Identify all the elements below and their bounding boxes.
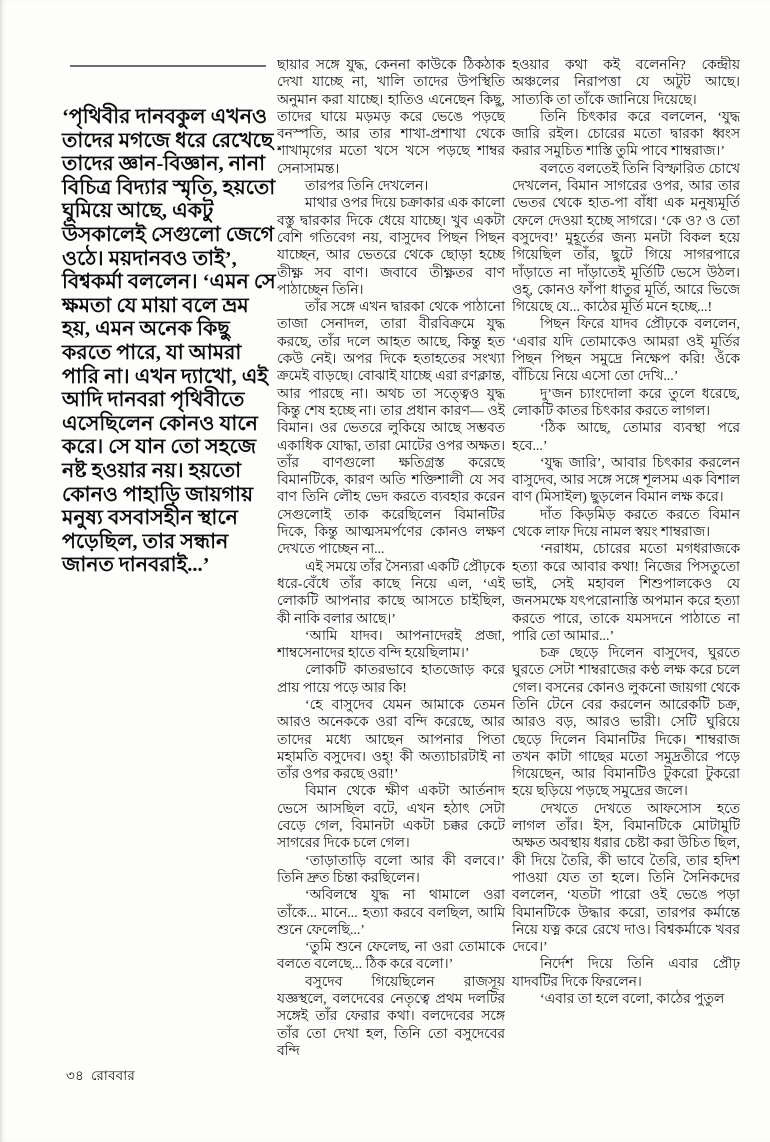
body-paragraph: দু’জন চ্যাংদোলা করে তুলে ধরেছে, লোকটি কাতর চিৎকার করতে লাগল। xyxy=(512,385,740,418)
body-paragraph: ‘আমি যাদব। আপনাদেরই প্রজা, শাম্বসেনাদের হাতে বন্দি হয়েছিলাম।’ xyxy=(277,627,505,661)
body-paragraph: ‘নরাধম, চোরের মতো মগধরাজকে হত্যা করে আবার কথা! নিজের পিসতুতো ভাই, সেই মহাবল শিশুপালকেও যে জনসমক্ষে যৎপরোনাস্তি অপমান করে হত্যা করতে পারে, তাকে যমসদনে পাঠাতে না পারি তো আমার...’ xyxy=(512,541,740,643)
body-paragraph: বলতে বলতেই তিনি বিস্ফারিত চোখে দেখলেন, বিমান সাগরের ওপর, আর তার ভেতর থেকে হাত-পা বাঁধা এক মনুষ্যমূর্তি ফেলে দেওয়া হচ্ছে সাগরে। ‘কে ও? ও তো বসুদেব!’ মুহূর্তের জন্য মনটা বিকল হয়ে গিয়েছিল তাঁর, ছুটে গিয়ে সাগরপারে দাঁড়াতে না দাঁড়াতেই মূর্তিটি ভেসে উঠল। ওহ্‌, কোনও ফাঁপা ধাতুর মূর্তি, আরে ভিজে গিয়েছে যে... কাঠের মূর্তি মনে হচ্ছে...! xyxy=(512,160,740,315)
body-paragraph: ‘এবার তা হলে বলো, কাঠের পুতুল xyxy=(540,991,725,1007)
body-paragraph: বিমান থেকে ক্ষীণ একটা আর্তনাদ ভেসে আসছিল বটে, এখন হঠাৎ সেটা বেড়ে গেল, বিমানটা একটা চক্কর কেটে সাগরের দিকে চলে গেল। xyxy=(277,783,505,851)
body-paragraph: দাঁত কিড়মিড় করতে করতে বিমান থেকে লাফ দিয়ে নামল স্বয়ং শাম্বরাজ। xyxy=(512,506,740,540)
page-number: ৩৪ xyxy=(66,1068,84,1083)
body-paragraph: তিনি চিৎকার করে বললেন, ‘যুদ্ধ জারি রইল। চোরের মতো দ্বারকা ধ্বংস করার সমুচিত শাস্তি তুমি পাবে শাম্বরাজ।’ xyxy=(512,108,740,159)
body-paragraph: পিছন ফিরে যাদব প্রৌঢ়কে বললেন, ‘এবার যদি তোমাকেও আমরা ওই মূর্তির পিছন পিছন সমুদ্রে নিক্ষেপ করি! ওঁকে বাঁচিয়ে নিয়ে এসো তো দেখি...’ xyxy=(512,316,740,384)
body-paragraph: তারপর তিনি দেখলেন। xyxy=(305,178,429,194)
body-paragraph: ছায়ার সঙ্গে যুদ্ধ, কেননা কাউকে ঠিকঠাক দেখা যাচ্ছে না, খালি তাদের উপস্থিতি অনুমান করা যাচ্ছে। হাতিও এনেছেন কিছু, তাদের ঘায়ে মড়মড় করে ভেঙে পড়ছে বনস্পতি, আর তার শাখা-প্রশাখা থেকে শাখামৃগের মতো খসে খসে পড়ছে শাম্বর সেনাসামন্ত। xyxy=(277,57,505,176)
body-paragraph: নির্দেশ দিয়ে তিনি এবার প্রৌঢ় যাদবটির দিকে ফিরলেন। xyxy=(512,956,740,989)
pull-quote-rule xyxy=(70,65,266,67)
body-paragraph: ‘হে বাসুদেব যেমন আমাকে তেমন আরও অনেককে ওরা বন্দি করেছে, আর তাদের মধ্যে আছেন আপনার পিতা মহামতি বসুদেব। ওহ্‌! কী অত্যাচারটাই না তাঁর ওপর করছে ওরা!’ xyxy=(277,696,505,782)
body-paragraph: ‘অবিলম্বে যুদ্ধ না থামালে ওরা তাঁকে... মানে... হত্যা করবে বলছিল, আমি শুনে ফেলেছি...’ xyxy=(277,887,505,937)
body-paragraph: ‘ঠিক আছে, তোমার ব্যবস্থা পরে হবে...’ xyxy=(512,420,740,453)
magazine-name: রোববার xyxy=(90,1068,135,1083)
pull-quote: ‘পৃথিবীর দানবকুল এখনও তাদের মগজে ধরে রেখেছে তাদের জ্ঞান-বিজ্ঞান, নানা বিচিত্র বিদ্যার স্মৃতি, হয়তো ঘুমিয়ে আছে, একটু উসকালেই সেগুলো জেগে ওঠে। ময়দানবও তাই’, বিশ্বকর্মা বললেন। ‘এমন সে ক্ষমতা যে মায়া বলে ভ্রম হয়, এমন অনেক কিছু করতে পারে, যা আমরা পারি না। এখন দ্যাখো, এই আদি দানবরা পৃথিবীতে এসেছিলেন কোনও যানে করে। সে যান তো সহজে নষ্ট হওয়ার নয়। হয়তো কোনও পাহাড়ি জায়গায় মনুষ্য বসবাসহীন স্থানে পড়েছিল, তার সন্ধান জানত দানবরাই...’ xyxy=(62,106,276,577)
body-paragraph: এই সময়ে তাঁর সৈন্যরা একটি প্রৌঢ়কে ধরে-বেঁধে তাঁর কাছে নিয়ে এল, ‘এই লোকটি আপনার কাছে আসতে চাইছিল, কী নাকি বলার আছে।’ xyxy=(277,558,505,626)
body-paragraph: লোকটি কাতরভাবে হাতজোড় করে প্রায় পায়ে পড়ে আর কি! xyxy=(277,662,505,695)
body-paragraph: ‘যুদ্ধ জারি’, আবার চিৎকার করলেন বাসুদেব, আর সঙ্গে সঙ্গে শূলসম এক বিশাল বাণ (মিসাইল) ছুড়লেন বিমান লক্ষ করে। xyxy=(512,454,740,505)
page-footer xyxy=(66,1065,135,1088)
body-paragraph: হওয়ার কথা কই বলেননি? কেন্দ্রীয় অঞ্চলের নিরাপত্তা যে অটুট আছে। সাত্যকি তা তাঁকে জানিয়ে দিয়েছে। xyxy=(512,57,740,107)
body-paragraph: দেখতে দেখতে আফসোস হতে লাগল তাঁর। ইস, বিমানটিকে মোটামুটি অক্ষত অবস্থায় ধরার চেষ্টা করা উচিত ছিল, কী দিয়ে তৈরি, কী ভাবে তৈরি, তার হদিশ পাওয়া যেত তা হলে। তিনি সৈনিকদের বললেন, ‘যতটা পারো ওই ভেঙে পড়া বিমানটিকে উদ্ধার করো, তারপর কর্মান্তে নিয়ে যত্ন করে রেখে দাও। বিশ্বকর্মাকে খবর দেবে।’ xyxy=(512,800,740,955)
body-paragraph: ‘তুমি শুনে ফেলেছ, না ওরা তোমাকে বলতে বলেছে... ঠিক করে বলো।’ xyxy=(277,939,505,972)
body-paragraph: মাথার ওপর দিয়ে চক্রাকার এক কালো বস্তু দ্বারকার দিকে ধেয়ে যাচ্ছে। খুব একটা বেশি গতিবেগ নয়, বাসুদেব পিছন পিছন যাচ্ছেন, আর ভেতরে থেকে ছোড়া হচ্ছে তীক্ষ্ণ সব বাণ। জবাবে তীক্ষ্ণতর বাণ পাঠাচ্ছেন তিনি। xyxy=(277,195,505,297)
body-paragraph: তাঁর সঙ্গে এখন দ্বারকা থেকে পাঠানো তাজা সেনাদল, তারা বীরবিক্রমে যুদ্ধ করছে, তাঁর দলে আহত আছে, কিন্তু হত কেউ নেই। অপর দিকে হতাহতের সংখ্যা ক্রমেই বাড়ছে। বোঝাই যাচ্ছে এরা রণক্লান্ত, আর পারছে না। অথচ তা সত্ত্বেও যুদ্ধ কিন্তু শেষ হচ্ছে না। তার প্রধান কারণ— ওই বিমান। ওর ভেতরে লুকিয়ে আছে সম্ভবত একাধিক যোদ্ধা, তারা মোটের ওপর অক্ষত। তাঁর বাণগুলো ক্ষতিগ্রস্ত করেছে বিমানটিকে, কারণ অতি শক্তিশালী যে সব বাণ তিনি লৌহ ভেদ করতে ব্যবহার করেন সেগুলোই তাক করেছিলেন বিমানটির দিকে, কিন্তু আত্মসমর্পণের কোনও লক্ষণ দেখতে পাচ্ছেন না... xyxy=(277,299,505,557)
body-paragraph: ‘তাড়াতাড়ি বলো আর কী বলবে।’ তিনি দ্রুত চিন্তা করছিলেন। xyxy=(277,852,505,885)
body-column-middle xyxy=(277,56,505,1068)
body-paragraph: বসুদেব গিয়েছিলেন রাজসূয় যজ্ঞস্থলে, বলদেবের নেতৃত্বে প্রথম দলটির সঙ্গেই তাঁর ফেরার কথা। বলদেবের সঙ্গে তাঁর তো দেখা হল, তিনি তো বসুদেবের বন্দি xyxy=(277,973,505,1058)
body-paragraph: চক্র ছেড়ে দিলেন বাসুদেব, ঘুরতে ঘুরতে সেটা শাম্বরাজের কণ্ঠ লক্ষ করে চলে গেল। বসনের কোনও লুকনো জায়গা থেকে তিনি টেনে বের করলেন আরেকটি চক্র, আরও বড়, আরও ভারী। সেটি ঘুরিয়ে ছেড়ে দিলেন বিমানটির দিকে। শাম্বরাজ তখন কাটা গাছের মতো সমুদ্রতীরে পড়ে গিয়েছেন, আর বিমানটিও টুকরো টুকরো হয়ে ছড়িয়ে পড়ছে সমুদ্রের জলে। xyxy=(512,645,740,799)
body-column-right xyxy=(512,56,740,1068)
